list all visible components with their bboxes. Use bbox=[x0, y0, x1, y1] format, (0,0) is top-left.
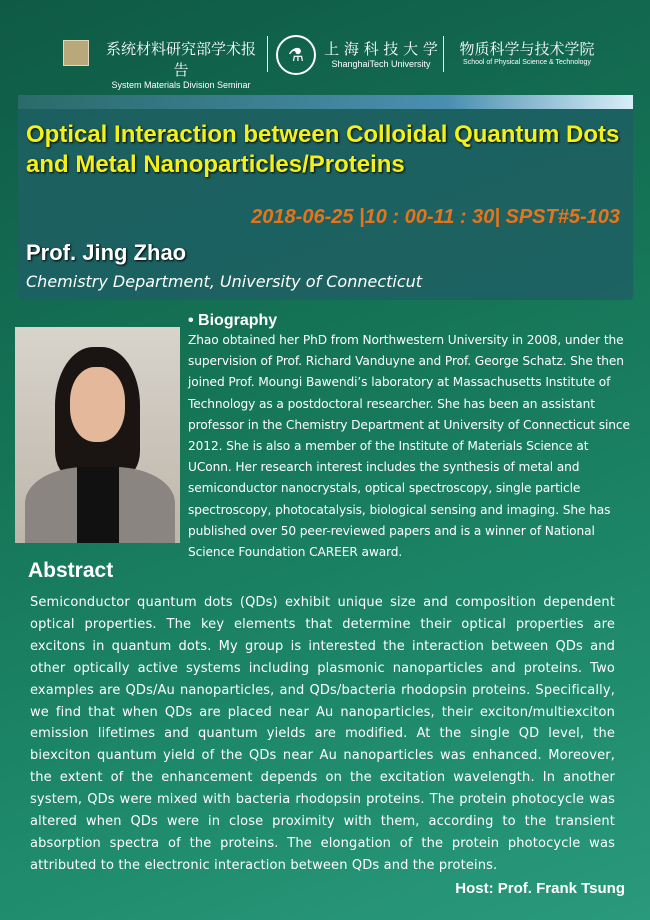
university-seal-icon: ⚗ bbox=[276, 35, 316, 75]
speaker-photo bbox=[15, 327, 180, 543]
university-cn: 上 海 科 技 大 学 bbox=[324, 40, 438, 58]
seminar-en: System Materials Division Seminar bbox=[111, 80, 251, 90]
panel-accent-bar bbox=[18, 95, 633, 109]
university-en: ShanghaiTech University bbox=[331, 59, 431, 69]
university-name bbox=[322, 38, 440, 69]
school-en: School of Physical Science & Technology bbox=[463, 59, 591, 66]
abstract-text: Semiconductor quantum dots (QDs) exhibit unique size and composition dependent optical properties. The key elements that determine their optical properties are excitons in quantum dots. My group is interested the interaction between QDs and other optically active systems including plasmonic nanoparticles and proteins. Two examples are QDs/Au nanoparticles, and QDs/bacteria rhodopsin proteins. Specifically, we find that when QDs are placed near Au nanoparticles, their exciton/multiexciton emission lifetimes and quantum yields are modified. At the single QD level, the biexciton quantum yield of the QDs near Au nanoparticles was enhanced. Moreover, the extent of the enhancement depends on the excitation wavelength. In another system, QDs were mixed with bacteria rhodopsin proteins. The protein photocycle was altered when QDs were in close proximity with them, according to the transient absorption spectra of the proteins. The elongation of the protein photocycle was attributed to the electronic interaction between QDs and the proteins. bbox=[30, 595, 615, 873]
speaker-name: Prof. Jing Zhao bbox=[26, 240, 187, 265]
speaker-affiliation: Chemistry Department, University of Connecticut bbox=[26, 272, 423, 291]
poster-header bbox=[0, 30, 650, 90]
school-cn: 物质科学与技术学院 bbox=[459, 40, 595, 58]
talk-datetime: 2018-06-25 |10 : 00-11 : 30| SPST#5-103 bbox=[251, 206, 620, 228]
host-name: Host: Prof. Frank Tsung bbox=[455, 880, 625, 897]
division-logo-icon bbox=[63, 40, 89, 66]
biography-heading: • Biography bbox=[188, 312, 278, 329]
divider bbox=[443, 36, 444, 72]
school-name bbox=[452, 38, 602, 66]
division-name bbox=[100, 38, 262, 90]
divider bbox=[267, 36, 268, 72]
biography-text: Zhao obtained her PhD from Northwestern University in 2008, under the supervision of Prof. Richard Vanduyne and Prof. George Schatz. She then joined Prof. Moungi Bawendi’s laboratory at Massachusetts Institute of Technology as a postdoctoral researcher. She has been an assistant professor in the Chemistry Department at University of Connecticut since 2012. She is also a member of the Institute of Materials Science at UConn. Her research interest includes the synthesis of metal and semiconductor nanocrystals, optical spectroscopy, single particle spectroscopy, photocatalysis, biological sensing and imaging. She has published over 50 peer-reviewed papers and is a winner of National Science Foundation CAREER award. bbox=[188, 333, 630, 560]
talk-title: Optical Interaction between Colloidal Quantum Dots and Metal Nanoparticles/Proteins bbox=[26, 121, 620, 178]
abstract-heading: Abstract bbox=[28, 559, 114, 582]
seminar-cn: 系统材料研究部学术报告 bbox=[105, 40, 256, 79]
